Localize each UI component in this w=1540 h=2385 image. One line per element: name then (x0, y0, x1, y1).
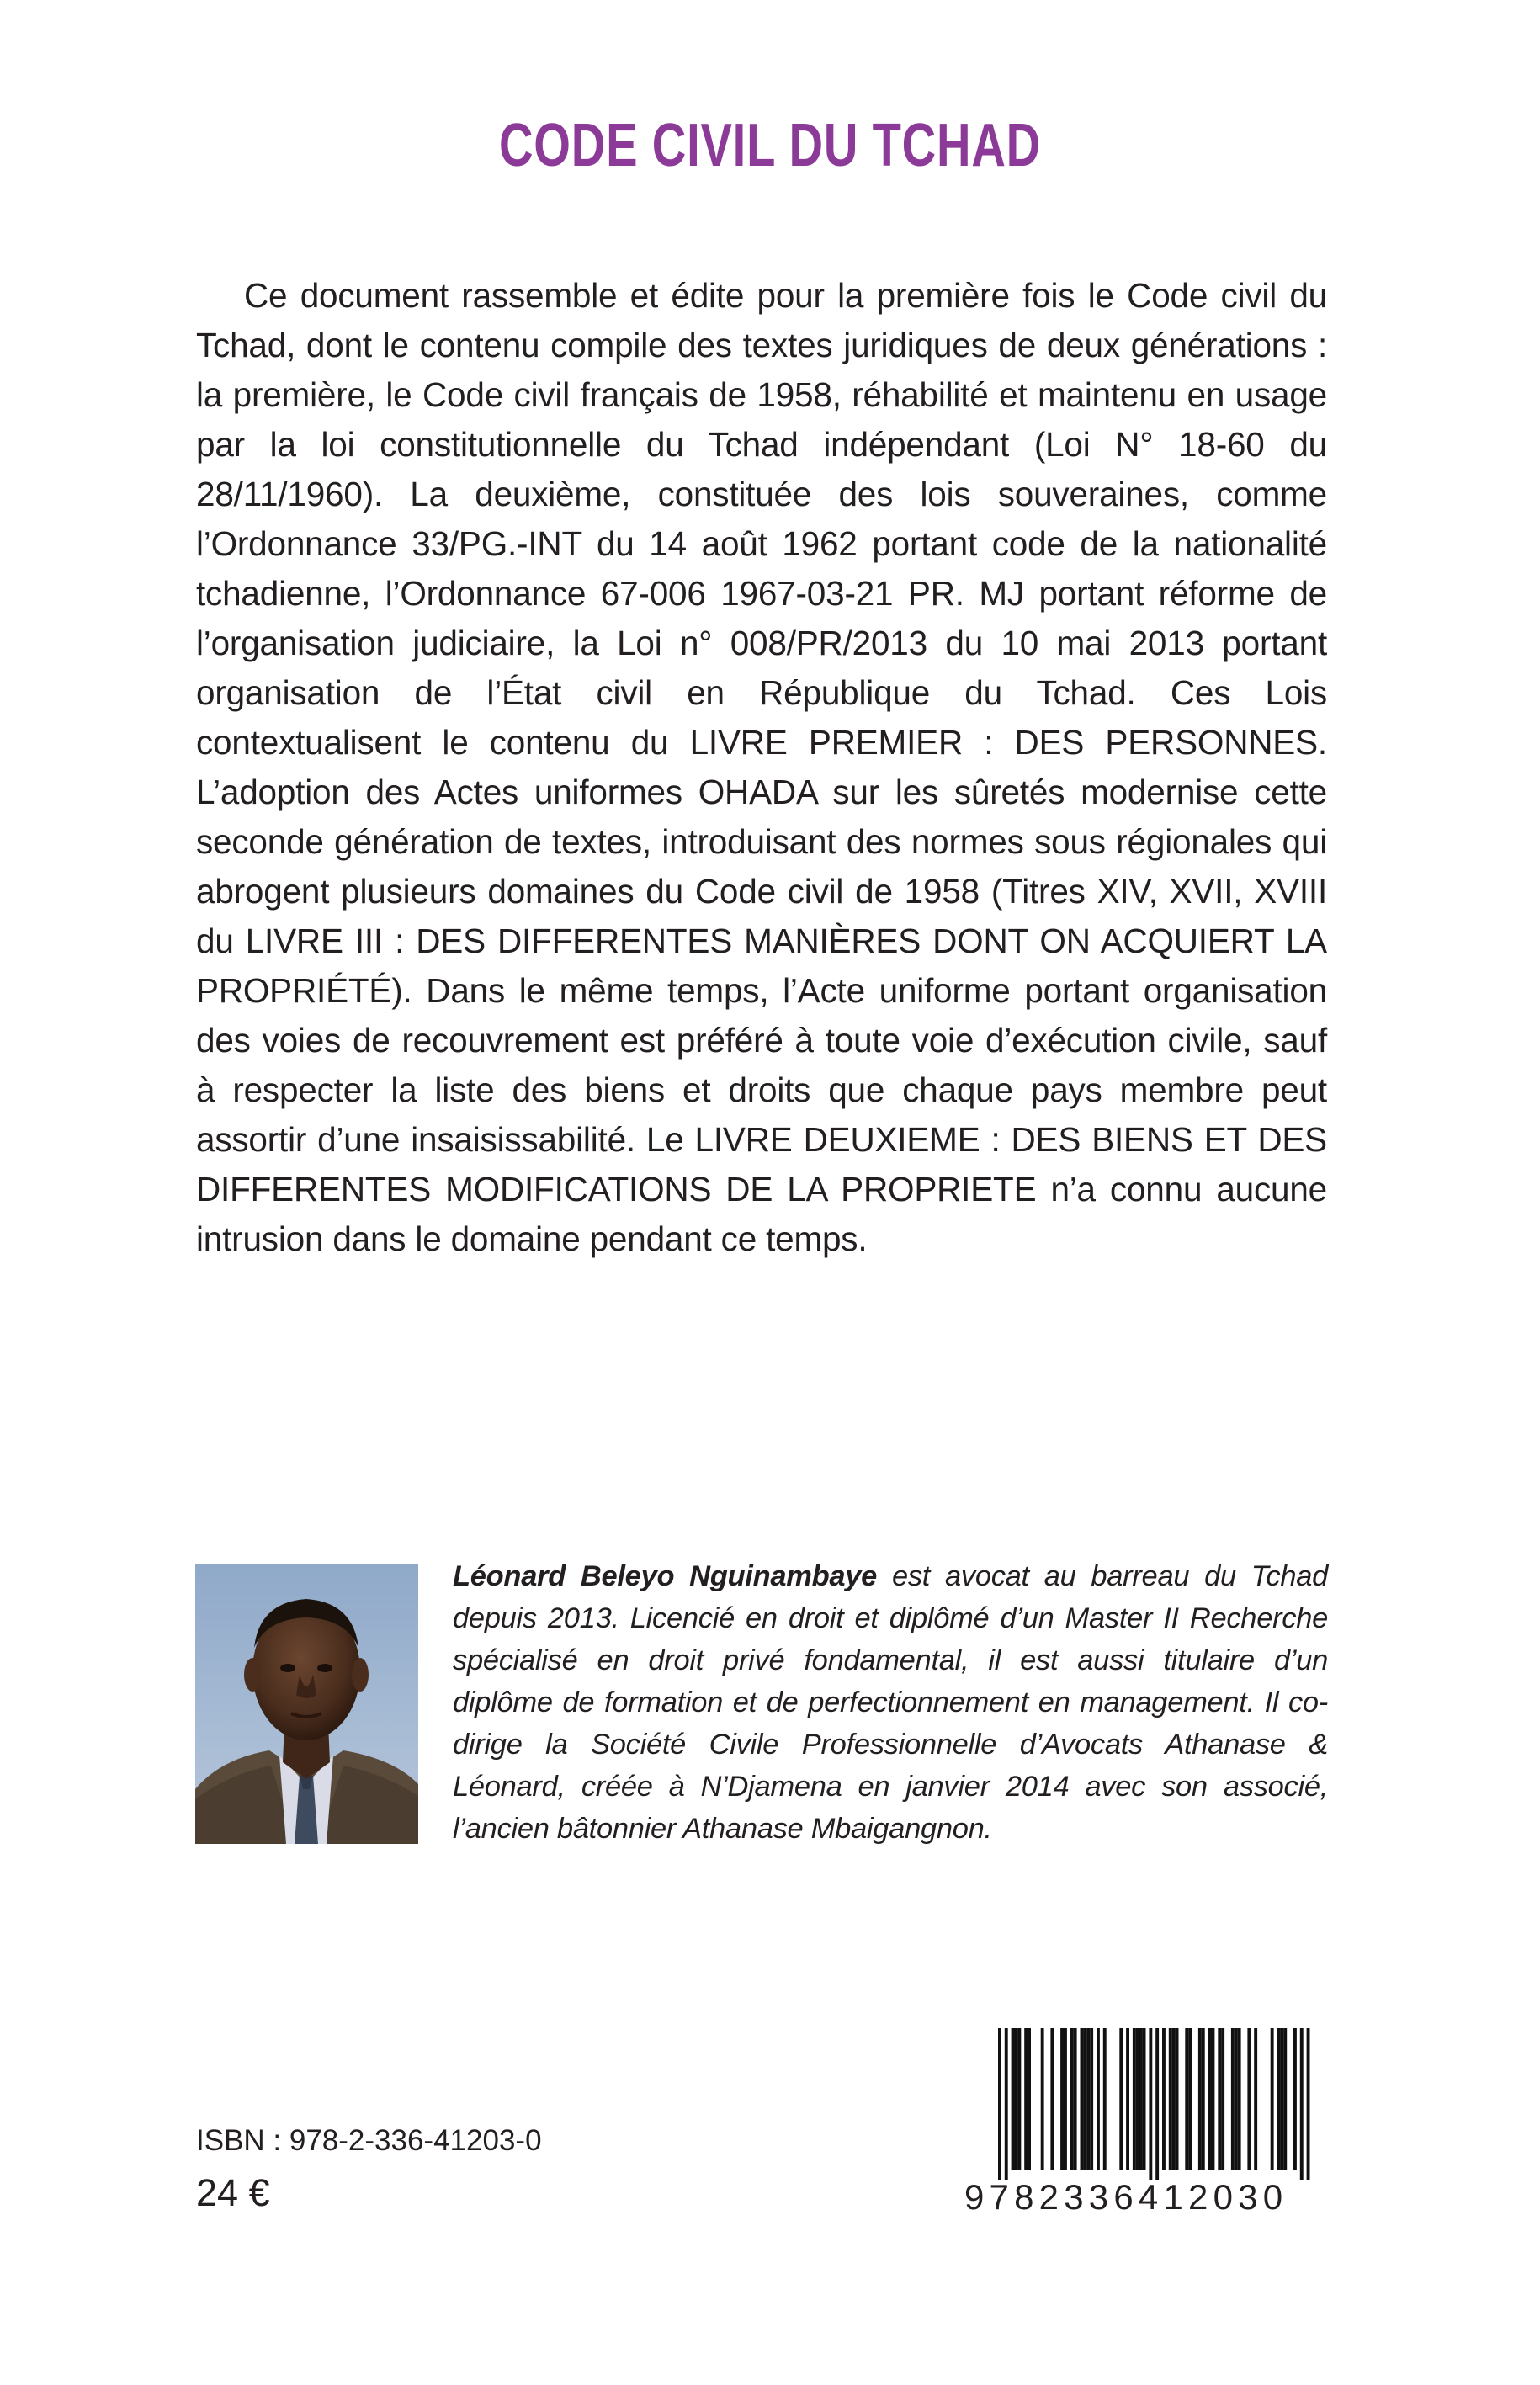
book-title: CODE CIVIL DU TCHAD (498, 112, 1042, 179)
barcode-bar (1060, 2028, 1064, 2170)
barcode-digits: 9782336412030 (964, 2177, 1288, 2217)
barcode-bar (1064, 2028, 1067, 2170)
barcode-bar (1169, 2028, 1172, 2170)
isbn-label: ISBN : 978-2-336-41203-0 (196, 2124, 542, 2157)
barcode-bar (1185, 2028, 1188, 2170)
barcode-bar (1188, 2028, 1192, 2170)
barcode-bar (1172, 2028, 1176, 2170)
barcode-bar (1028, 2028, 1031, 2170)
barcode-bar (1133, 2028, 1136, 2170)
barcode-bar (1103, 2028, 1107, 2170)
barcode-bar (1280, 2028, 1283, 2170)
barcode-bar (1221, 2028, 1224, 2170)
barcode-bar (1012, 2028, 1015, 2170)
barcode-bar (1086, 2028, 1090, 2170)
barcode-bar (1202, 2028, 1205, 2170)
barcode-bar (1231, 2028, 1235, 2170)
barcode-bar (1015, 2028, 1018, 2170)
barcode-bar (1090, 2028, 1093, 2170)
barcode-bar (1198, 2028, 1202, 2170)
barcode-bar (1143, 2028, 1146, 2170)
barcode-bar (1017, 2028, 1021, 2170)
barcode-bar (1235, 2028, 1238, 2170)
barcode-bar (1136, 2028, 1139, 2170)
barcode-bar (1283, 2028, 1287, 2170)
barcode-bar (1271, 2028, 1274, 2170)
barcode-bar (1208, 2028, 1212, 2170)
barcode-bar (1300, 2028, 1304, 2180)
barcode-bar (1081, 2028, 1084, 2170)
barcode-bar (1097, 2028, 1100, 2170)
barcode-bar (1247, 2028, 1251, 2170)
barcode-bar (1155, 2028, 1159, 2180)
price-label: 24 € (196, 2171, 270, 2214)
barcode-bar (1149, 2028, 1152, 2180)
barcode-bar (1126, 2028, 1129, 2170)
book-summary: Ce document rassemble et édite pour la première fois le Code civil du Tchad, dont le contenu compile des textes juridiques de deux générations : la première, le Code civil français de 1958, réhabilité et maintenu en usage par la loi constitutionnelle du Tchad indépendant (Loi N° 18-60 du 28/11/1960). La deuxième, constituée des lois souveraines, comme l’Ordonnance 33/PG.-INT du 14 août 1962 portant code de la nationalité tchadienne, l’Ordonnance 67-006 1967-03-21 PR. MJ portant réforme de l’organisation judiciaire, la Loi n° 008/PR/2013 du 10 mai 2013 portant organisation de l’État civil en République du Tchad. Ces Lois contextualisent le contenu du LIVRE PREMIER : DES PERSONNES. L’adoption des Actes uniformes OHADA sur les sûretés modernise cette seconde génération de textes, introduisant des normes sous régionales qui abrogent plusieurs domaines du Code civil de 1958 (Titres XIV, XVII, XVIII du LIVRE III : DES DIFFERENTES MANIÈRES DONT ON ACQUIERT LA PROPRIÉTÉ). Dans le même temps, l’Acte uniforme portant organisation des voies de recouvrement est préféré à toute voie d’exécution civile, sauf à respecter la liste des biens et droits que chaque pays membre peut assortir d’une insaisissabilité. Le LIVRE DEUXIEME : DES BIENS ET DES DIFFERENTES MODIFICATIONS DE LA PROPRIETE n’a connu aucune intrusion dans le domaine pendant ce temps. (196, 276, 1327, 1258)
barcode-bar (998, 2028, 1001, 2180)
barcode-bar (1005, 2028, 1008, 2180)
barcode-bar (1307, 2028, 1310, 2180)
barcode-bar (1218, 2028, 1221, 2170)
barcode-bar (1074, 2028, 1077, 2170)
barcode-bar (1176, 2028, 1179, 2170)
barcode-bar (1139, 2028, 1143, 2170)
author-name: Léonard Beleyo Nguinambaye (453, 1560, 878, 1592)
barcode-bar (1041, 2028, 1044, 2170)
author-bio-text: est avocat au barreau du Tchad depuis 2013. Licencié en droit et diplômé d’un Master II Recherche spécialisé en droit privé fondamental, il est aussi titulaire d’un diplôme de formation et de perfectionnement en management. Il co-dirige la Société Civile Professionnelle d’Avocats Athanase & Léonard, créée à N’Djamena en janvier 2014 avec son associé, l’ancien bâtonnier Athanase Mbaigangnon. (453, 1560, 1329, 1845)
author-bio (453, 1555, 1328, 1850)
barcode-bar (1050, 2028, 1054, 2170)
barcode-bar (1162, 2028, 1166, 2170)
barcode-bar (1083, 2028, 1086, 2170)
barcode-bar (1212, 2028, 1215, 2170)
author-photo (195, 1564, 418, 1844)
barcode-bar (1277, 2028, 1281, 2170)
barcode-bar (1238, 2028, 1241, 2170)
barcode-bar (1119, 2028, 1123, 2170)
barcode-bar (1293, 2028, 1297, 2170)
barcode-bar (1070, 2028, 1074, 2170)
barcode-bar (1254, 2028, 1257, 2170)
barcode-bar (1024, 2028, 1028, 2170)
